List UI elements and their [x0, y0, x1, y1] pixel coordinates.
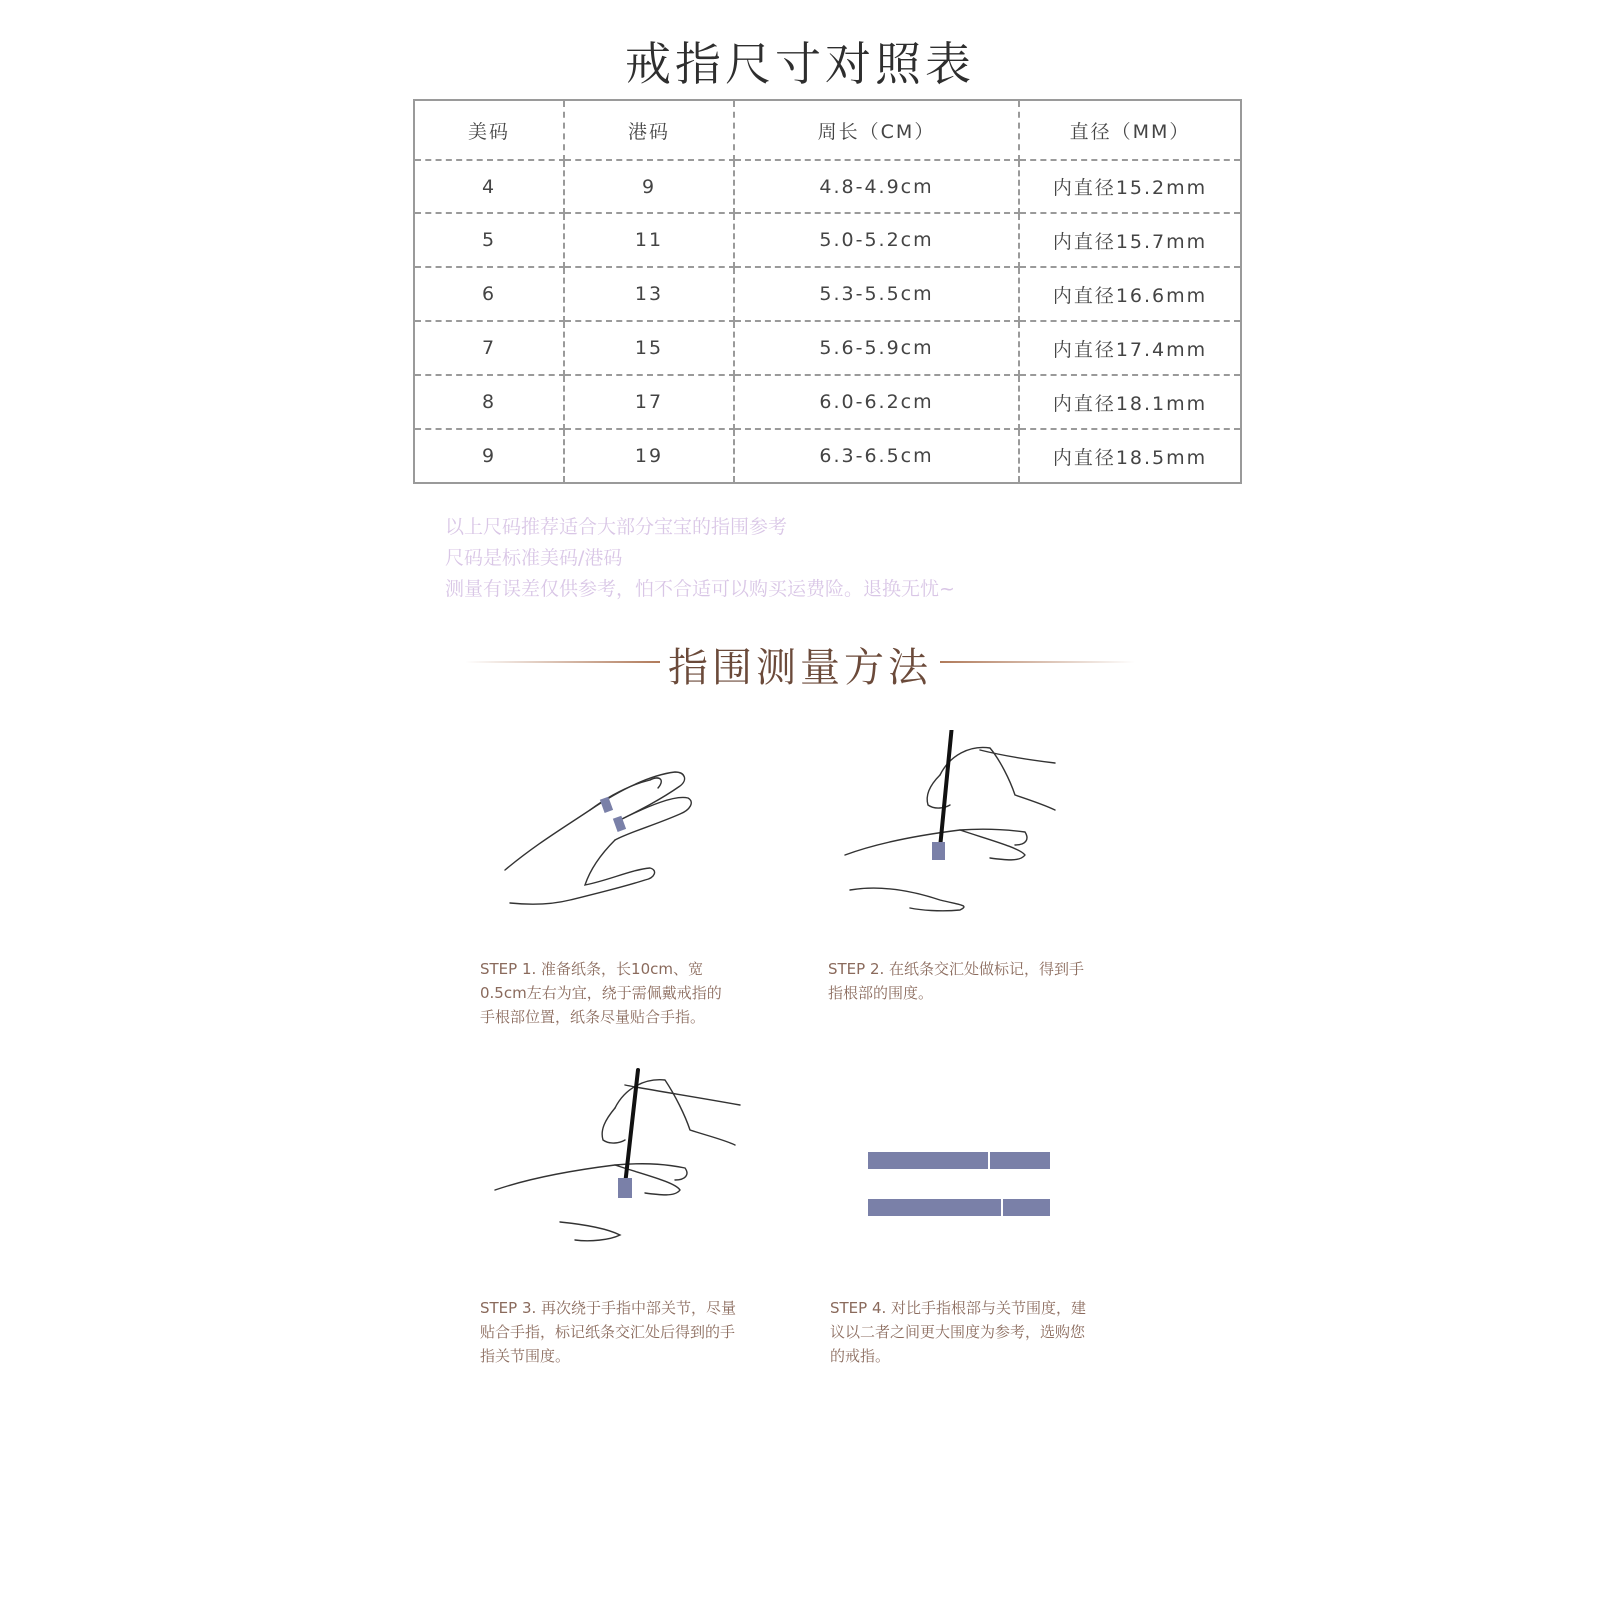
- cell-hk: 19: [564, 429, 734, 483]
- cell-circ: 6.0-6.2cm: [734, 375, 1019, 429]
- paper-strip: [932, 842, 945, 860]
- hand-wrap-strip-illustration: [490, 770, 720, 940]
- step-line: STEP 4. 对比手指根部与关节围度，建: [830, 1299, 1087, 1317]
- table-row: [414, 160, 1241, 213]
- cell-circ: 4.8-4.9cm: [734, 160, 1019, 213]
- size-notes: [445, 512, 955, 605]
- paper-strip-joint-mark: [1001, 1199, 1003, 1216]
- paper-strip-joint: [868, 1199, 1050, 1216]
- step-line: STEP 3. 再次绕于手指中部关节，尽量: [480, 1299, 737, 1317]
- cell-us: 7: [414, 321, 564, 375]
- step-4-text: [830, 1296, 1120, 1368]
- table-row: [414, 375, 1241, 429]
- cell-us: 6: [414, 267, 564, 321]
- section-divider-right: [940, 661, 1135, 663]
- table-header-row: [414, 100, 1241, 160]
- step-line: STEP 1. 准备纸条，长10cm、宽: [480, 960, 704, 978]
- cell-us: 4: [414, 160, 564, 213]
- cell-diam: 内直径17.4mm: [1019, 321, 1241, 375]
- table-row: [414, 321, 1241, 375]
- step-line: 0.5cm左右为宜，绕于需佩戴戒指的: [480, 984, 722, 1002]
- step-line: 的戒指。: [830, 1347, 891, 1365]
- step-2-text: [828, 957, 1118, 1005]
- step-line: 指关节围度。: [480, 1347, 571, 1365]
- hand-mark-joint-illustration: [490, 1060, 760, 1275]
- header-hk-size: 港码: [564, 100, 734, 160]
- header-us-size: 美码: [414, 100, 564, 160]
- step-3-text: [480, 1296, 770, 1368]
- cell-hk: 15: [564, 321, 734, 375]
- paper-strip: [600, 797, 613, 813]
- section-title: 指围测量方法: [668, 645, 932, 691]
- step-1-text: [480, 957, 770, 1029]
- cell-hk: 9: [564, 160, 734, 213]
- note-line: 尺码是标准美码/港码: [445, 547, 623, 569]
- cell-hk: 17: [564, 375, 734, 429]
- cell-diam: 内直径18.5mm: [1019, 429, 1241, 483]
- cell-us: 8: [414, 375, 564, 429]
- step-line: 议以二者之间更大围度为参考，选购您: [830, 1323, 1086, 1341]
- cell-circ: 5.6-5.9cm: [734, 321, 1019, 375]
- step-line: 贴合手指，标记纸条交汇处后得到的手: [480, 1323, 736, 1341]
- cell-circ: 6.3-6.5cm: [734, 429, 1019, 483]
- step-line: 手根部位置，纸条尽量贴合手指。: [480, 1008, 706, 1026]
- cell-hk: 11: [564, 213, 734, 267]
- header-diameter: 直径（MM）: [1019, 100, 1241, 160]
- paper-strip-root-mark: [988, 1152, 990, 1169]
- header-circumference: 周长（CM）: [734, 100, 1019, 160]
- cell-diam: 内直径15.7mm: [1019, 213, 1241, 267]
- ring-size-table: [413, 99, 1242, 484]
- step-line: STEP 2. 在纸条交汇处做标记，得到手: [828, 960, 1085, 978]
- note-line: 以上尺码推荐适合大部分宝宝的指围参考: [445, 516, 788, 538]
- cell-us: 5: [414, 213, 564, 267]
- hand-mark-pen-illustration: [840, 730, 1100, 940]
- page-title: 戒指尺寸对照表: [625, 37, 975, 91]
- note-line: 测量有误差仅供参考，怕不合适可以购买运费险。退换无忧~: [445, 578, 955, 600]
- cell-diam: 内直径16.6mm: [1019, 267, 1241, 321]
- pen: [625, 1070, 638, 1185]
- step-line: 指根部的围度。: [828, 984, 934, 1002]
- cell-hk: 13: [564, 267, 734, 321]
- paper-strip: [618, 1178, 632, 1198]
- table-row: [414, 429, 1241, 483]
- table-row: [414, 213, 1241, 267]
- cell-us: 9: [414, 429, 564, 483]
- cell-diam: 内直径18.1mm: [1019, 375, 1241, 429]
- cell-circ: 5.0-5.2cm: [734, 213, 1019, 267]
- cell-circ: 5.3-5.5cm: [734, 267, 1019, 321]
- pen: [940, 730, 952, 848]
- paper-strip-root: [868, 1152, 1050, 1169]
- table-row: [414, 267, 1241, 321]
- cell-diam: 内直径15.2mm: [1019, 160, 1241, 213]
